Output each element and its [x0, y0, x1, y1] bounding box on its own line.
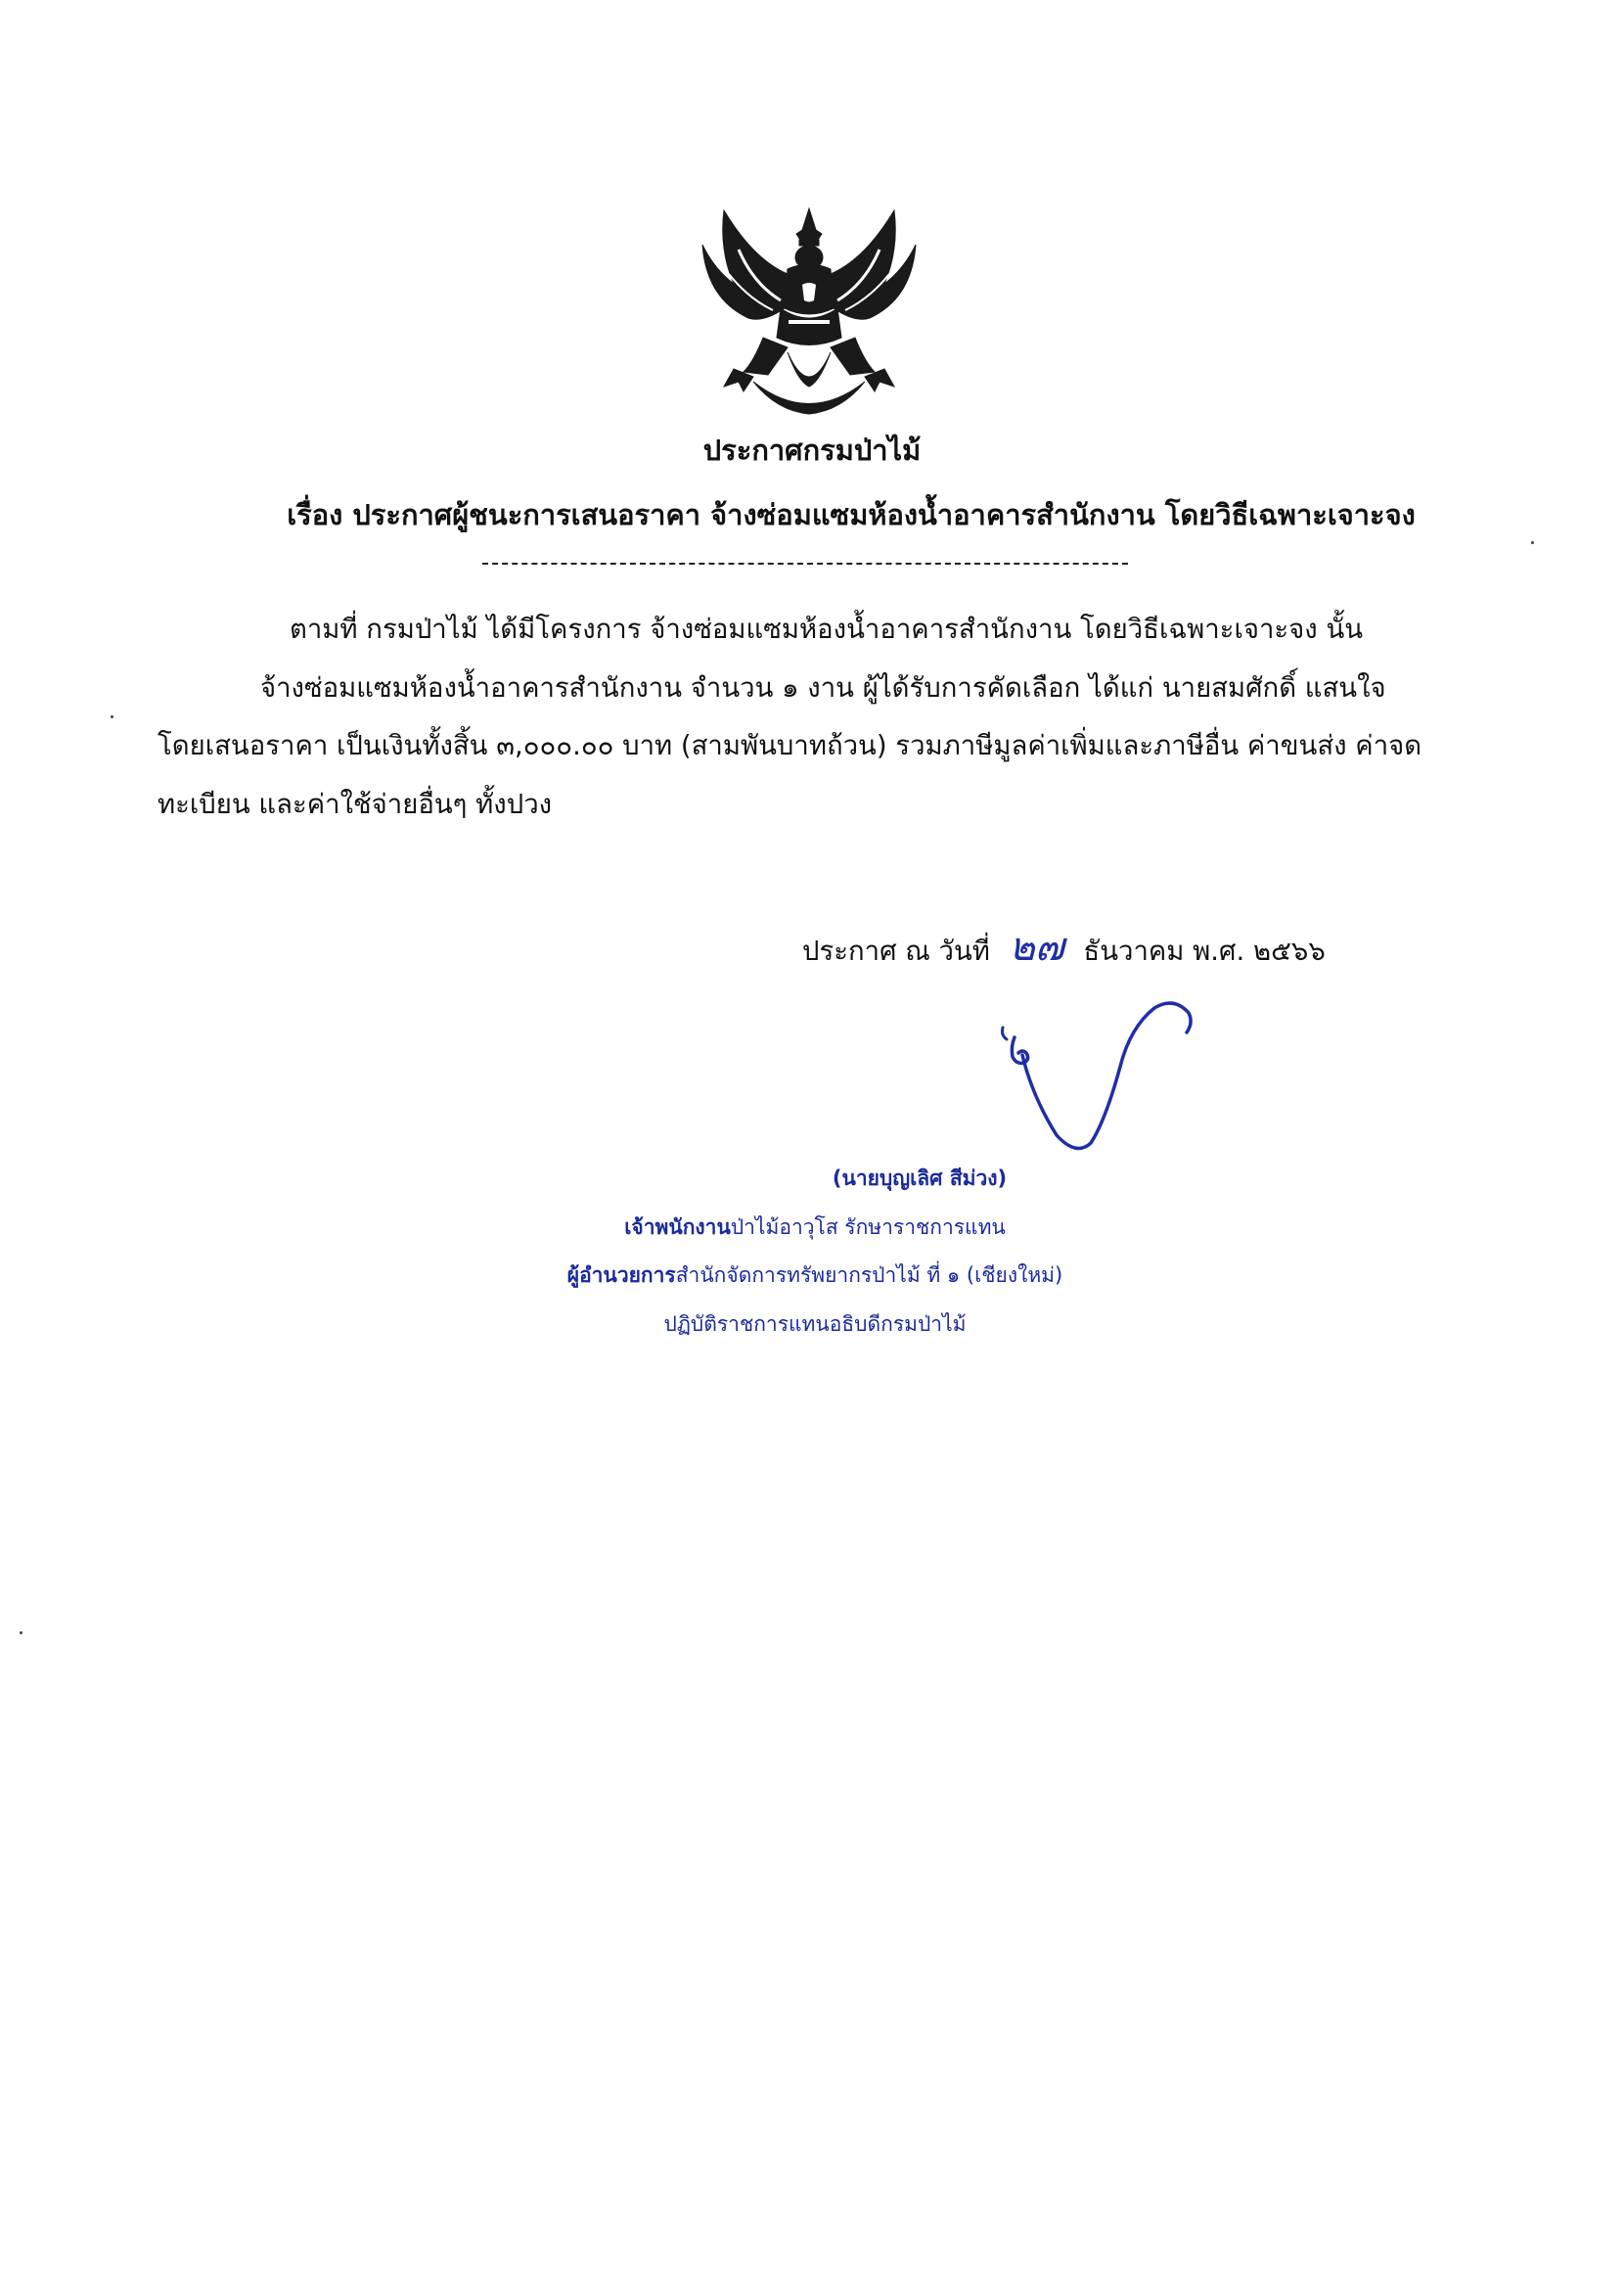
body-line-2: จ้างซ่อมแซมห้องน้ำอาคารสำนักงาน จำนวน ๑ งาน ผู้ได้รับการคัดเลือก ได้แก่ นายสมศักดิ์ แสนใจ	[260, 672, 1386, 704]
signatory-acting: ปฏิบัติราชการแทนอธิบดีกรมป่าไม้	[663, 1312, 967, 1336]
date-prefix: ประกาศ ณ วันที่	[802, 936, 990, 967]
handwritten-signature	[993, 988, 1218, 1160]
signatory-position-rest: ป่าไม้อาวุโส รักษาราชการแทน	[730, 1215, 1006, 1239]
signatory-name: (นายบุญเลิศ สีม่วง)	[832, 1166, 1008, 1190]
scan-speck	[111, 715, 113, 718]
signatory-role-rest: สำนักจัดการทรัพยากรป่าไม้ ที่ ๑ (เชียงใหม่)	[675, 1263, 1063, 1287]
announcement-date	[802, 915, 1326, 978]
agency-title: ประกาศกรมป่าไม้	[702, 434, 922, 467]
body-line-4: ทะเบียน และค่าใช้จ่ายอื่นๆ ทั้งปวง	[158, 789, 553, 820]
scan-speck	[20, 1631, 23, 1634]
signatory-position	[3, 1212, 1624, 1244]
signatory-role-title: ผู้อำนวยการ	[566, 1263, 676, 1287]
signatory-role	[3, 1259, 1624, 1292]
body-line-1: ตามที่ กรมป่าไม้ ได้มีโครงการ จ้างซ่อมแซมห้องน้ำอาคารสำนักงาน โดยวิธีเฉพาะเจาะจง นั้น	[290, 614, 1364, 645]
title-divider	[482, 563, 1128, 565]
date-day-handwritten: ๒๗	[1009, 925, 1064, 970]
date-suffix: ธันวาคม พ.ศ. ๒๕๖๖	[1083, 936, 1326, 967]
signatory-position-title: เจ้าพนักงาน	[624, 1215, 731, 1239]
scan-speck	[1531, 541, 1534, 544]
garuda-emblem-icon	[695, 191, 925, 421]
subject-title: เรื่อง ประกาศผู้ชนะการเสนอราคา จ้างซ่อมแซมห้องน้ำอาคารสำนักงาน โดยวิธีเฉพาะเจาะจง	[287, 498, 1416, 531]
body-line-3: โดยเสนอราคา เป็นเงินทั้งสิ้น ๓,๐๐๐.๐๐ บาท (สามพันบาทถ้วน) รวมภาษีมูลค่าเพิ่มและภาษีอื่น ค่าขนส่ง ค่าจด	[158, 730, 1422, 761]
